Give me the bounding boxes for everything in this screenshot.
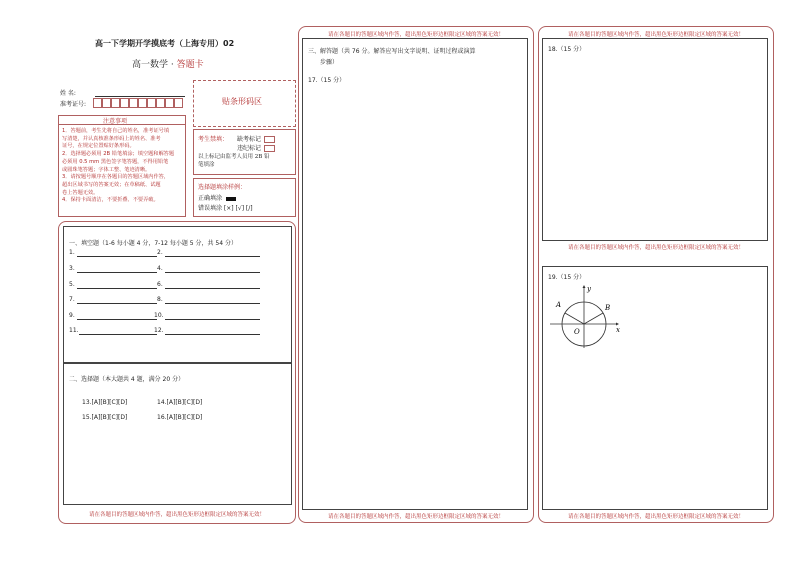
choice-q14[interactable]: 14.[A][B][C][D]: [157, 399, 203, 406]
blank-number-1: 1.: [69, 249, 75, 256]
violation-mark[interactable]: 违纪标记: [237, 143, 275, 152]
choice-q16[interactable]: 16.[A][B][C][D]: [157, 414, 203, 421]
y-axis-arrow: [583, 285, 586, 288]
marks-description: 以上标记由监考人员用 2B 铅 笔填涂: [198, 154, 270, 168]
blank-line-1[interactable]: [77, 256, 157, 257]
blank-number-7: 7.: [69, 296, 75, 303]
footer-warning: 请在各题目的答题区域内作答，超出黑色矩形边框限定区域的答案无效！: [327, 514, 504, 520]
origin-label: O: [574, 328, 580, 336]
blank-number-2: 2.: [157, 249, 163, 256]
x-axis-label: x: [616, 326, 620, 334]
blank-line-9[interactable]: [77, 319, 157, 320]
q18-area: [542, 38, 768, 241]
violation-checkbox[interactable]: [264, 145, 275, 152]
exam-title: 高一下学期开学摸底考（上海专用）02: [95, 39, 235, 48]
point-a-label: A: [556, 301, 562, 309]
notice-item: 2．选择题必须用 2B 铅笔填涂；填空题和解答题: [62, 151, 175, 158]
blank-number-5: 5.: [69, 281, 75, 288]
blank-number-9: 9.: [69, 312, 75, 319]
middle-warning: 请在各题目的答题区域内作答，超出黑色矩形边框限定区域的答案无效！: [567, 245, 744, 251]
notice-item: 证号，在规定位置贴好条形码。: [62, 143, 135, 150]
blank-line-11[interactable]: [79, 334, 157, 335]
name-input-line[interactable]: [95, 96, 185, 97]
notice-title: 注意事项: [103, 118, 128, 125]
notice-item: 4．保持卡面清洁，不要折叠、不要弄破。: [62, 197, 159, 204]
notice-item: 必须用 0.5 mm 黑色签字笔答题，不得用铅笔: [62, 158, 169, 165]
fill-wrong: 错误填涂 [×] [√] [/]: [198, 205, 253, 212]
blank-number-11: 11.: [69, 327, 79, 334]
subject-label: 高一数学 ·: [132, 60, 177, 70]
blank-line-6[interactable]: [165, 288, 260, 289]
notice-item: 超出区域书写的答案无效；在草稿纸、试题: [62, 181, 161, 188]
notice-list: [62, 128, 174, 205]
blank-number-10: 10.: [154, 312, 164, 319]
absent-mark[interactable]: 缺考标记: [237, 134, 275, 143]
absent-checkbox[interactable]: [264, 136, 275, 143]
barcode-label: 贴条形码区: [222, 97, 262, 106]
blank-line-8[interactable]: [165, 303, 260, 304]
top-warning: 请在各题目的答题区域内作答，超出黑色矩形边框限定区域的答案无效！: [567, 32, 744, 38]
marks-label: 考生禁填：: [198, 136, 229, 143]
section1-title: 一、填空题（1-6 每小题 4 分，7-12 每小题 5 分，共 54 分）: [69, 240, 237, 247]
ray-oa: [565, 313, 584, 324]
blank-line-7[interactable]: [77, 303, 157, 304]
fill-example-title: 选择题填涂样例：: [198, 184, 247, 191]
blank-number-8: 8.: [157, 296, 163, 303]
notice-item: 写清楚，并认真核准条形码上的姓名、准考: [62, 135, 161, 142]
blank-line-5[interactable]: [77, 288, 157, 289]
choice-area: [63, 363, 292, 505]
exam-id-boxes[interactable]: [93, 98, 185, 108]
footer-warning: 请在各题目的答题区域内作答，超出黑色矩形边框限定区域的答案无效！: [88, 512, 265, 518]
q17-area: [302, 38, 528, 510]
blank-number-6: 6.: [157, 281, 163, 288]
fill-correct: 正确填涂: [198, 193, 236, 202]
footer-warning: 请在各题目的答题区域内作答，超出黑色矩形边框限定区域的答案无效！: [567, 514, 744, 520]
answer-card-title: [132, 57, 204, 70]
notice-item: 或圆珠笔答题；字体工整、笔迹清晰。: [62, 166, 151, 173]
blank-line-10[interactable]: [165, 319, 260, 320]
card-label: 答题卡: [176, 60, 204, 70]
notice-item: 卷上答题无效。: [62, 189, 99, 196]
filled-block-icon: [226, 197, 236, 201]
blank-number-3: 3.: [69, 265, 75, 272]
unit-circle-figure: [548, 282, 628, 352]
section3-title: 三、解答题（共 76 分。解答应写出文字说明、证明过程或演算 步骤）: [308, 48, 476, 66]
q18-label: 18.（15 分）: [548, 46, 586, 53]
notice-item: 3．请按题号顺序在各题目的答题区域内作答，: [62, 174, 170, 181]
section2-title: 二、选择题（本大题共 4 题，满分 20 分）: [69, 376, 185, 383]
blank-line-3[interactable]: [77, 272, 157, 273]
ray-ob: [584, 313, 603, 324]
notice-item: 1．答题前，考生先将自己的姓名，准考证号填: [62, 128, 170, 134]
blank-number-12: 12.: [154, 327, 164, 334]
q19-label: 19.（15 分）: [548, 274, 586, 281]
point-b-label: B: [605, 304, 611, 312]
exam-id-label: 准考证号:: [60, 101, 87, 108]
name-label: 姓 名:: [60, 90, 76, 97]
blank-line-4[interactable]: [165, 272, 260, 273]
top-warning: 请在各题目的答题区域内作答，超出黑色矩形边框限定区域的答案无效！: [327, 32, 504, 38]
y-axis-label: y: [587, 285, 591, 293]
blank-number-4: 4.: [157, 265, 163, 272]
choice-q15[interactable]: 15.[A][B][C][D]: [82, 414, 128, 421]
q17-label: 17.（15 分）: [308, 77, 346, 84]
blank-line-2[interactable]: [165, 256, 260, 257]
choice-q13[interactable]: 13.[A][B][C][D]: [82, 399, 128, 406]
blank-line-12[interactable]: [165, 334, 260, 335]
